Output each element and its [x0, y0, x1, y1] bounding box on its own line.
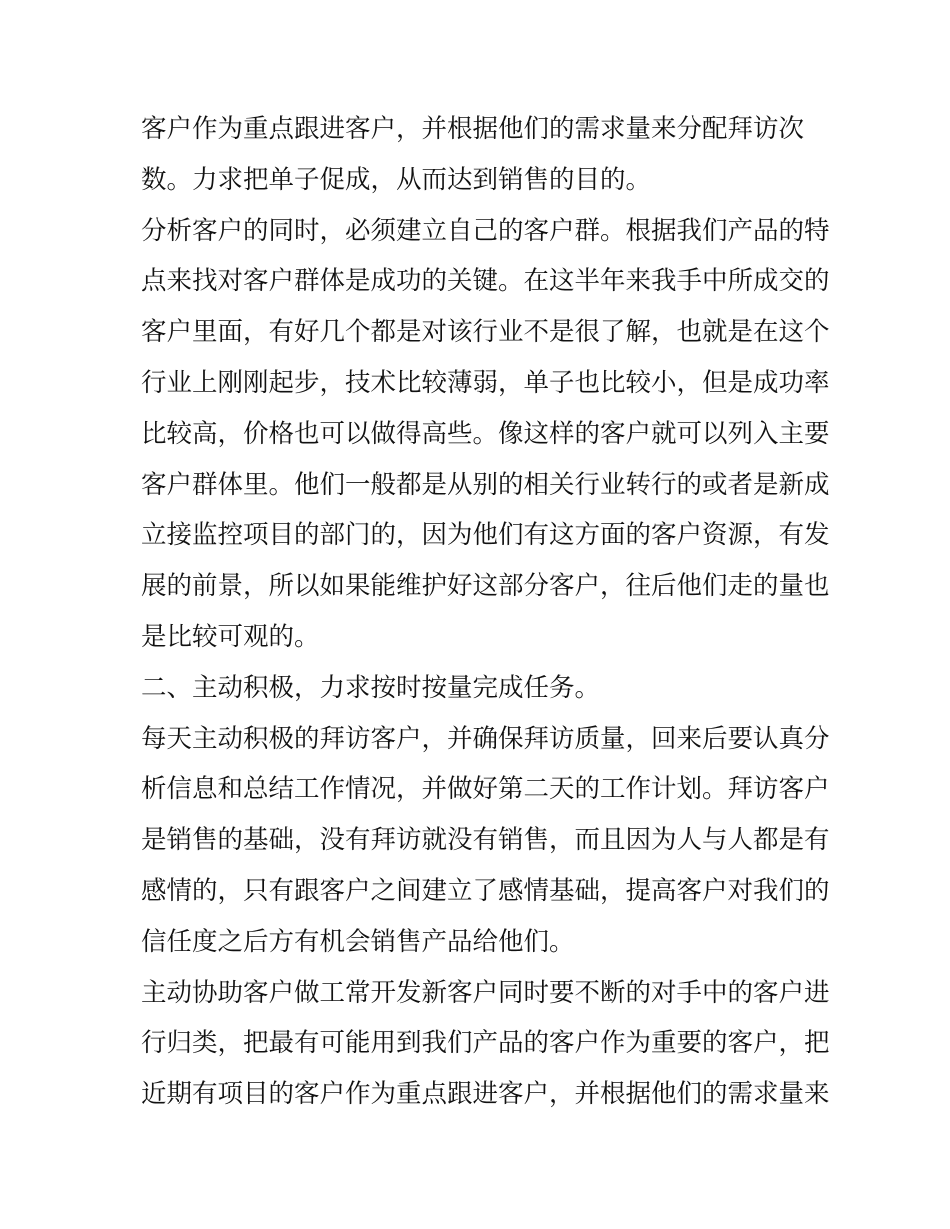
text-line: 点来找对客户群体是成功的关键。在这半年来我手中所成交的 [141, 266, 830, 297]
text-line: 数。力求把单子促成，从而达到销售的目的。 [141, 164, 652, 195]
text-line: 立接监控项目的部门的，因为他们有这方面的客户资源，有发 [141, 520, 830, 551]
text-line: 客户作为重点跟进客户，并根据他们的需求量来分配拜访次 [141, 114, 805, 144]
text-line: 是比较可观的。 [141, 621, 320, 652]
text-line: 主动协助客户做工常开发新客户同时要不断的对手中的客户进 [141, 977, 830, 1008]
text-line: 客户里面，有好几个都是对该行业不是很了解，也就是在这个 [141, 317, 830, 348]
text-line: 每天主动积极的拜访客户，并确保拜访质量，回来后要认真分 [141, 723, 830, 754]
text-line: 分析客户的同时，必须建立自己的客户群。根据我们产品的特 [141, 215, 830, 246]
text-line: 展的前景，所以如果能维护好这部分客户，往后他们走的量也 [141, 571, 830, 602]
text-line: 客户群体里。他们一般都是从别的相关行业转行的或者是新成 [141, 469, 830, 500]
text-line: 行归类，把最有可能用到我们产品的客户作为重要的客户，把 [141, 1028, 830, 1059]
text-line: 析信息和总结工作情况，并做好第二天的工作计划。拜访客户 [141, 774, 830, 805]
text-line: 比较高，价格也可以做得高些。像这样的客户就可以列入主要 [141, 418, 830, 449]
text-line: 信任度之后方有机会销售产品给他们。 [141, 926, 575, 957]
text-line: 是销售的基础，没有拜访就没有销售，而且因为人与人都是有 [141, 825, 830, 856]
section-heading: 二、主动积极，力求按时按量完成任务。 [141, 672, 601, 703]
text-line: 行业上刚刚起步，技术比较薄弱，单子也比较小，但是成功率 [141, 367, 830, 398]
body-text [141, 104, 830, 1120]
text-line: 感情的，只有跟客户之间建立了感情基础，提高客户对我们的 [141, 875, 830, 906]
text-line: 近期有项目的客户作为重点跟进客户，并根据他们的需求量来 [141, 1079, 830, 1110]
